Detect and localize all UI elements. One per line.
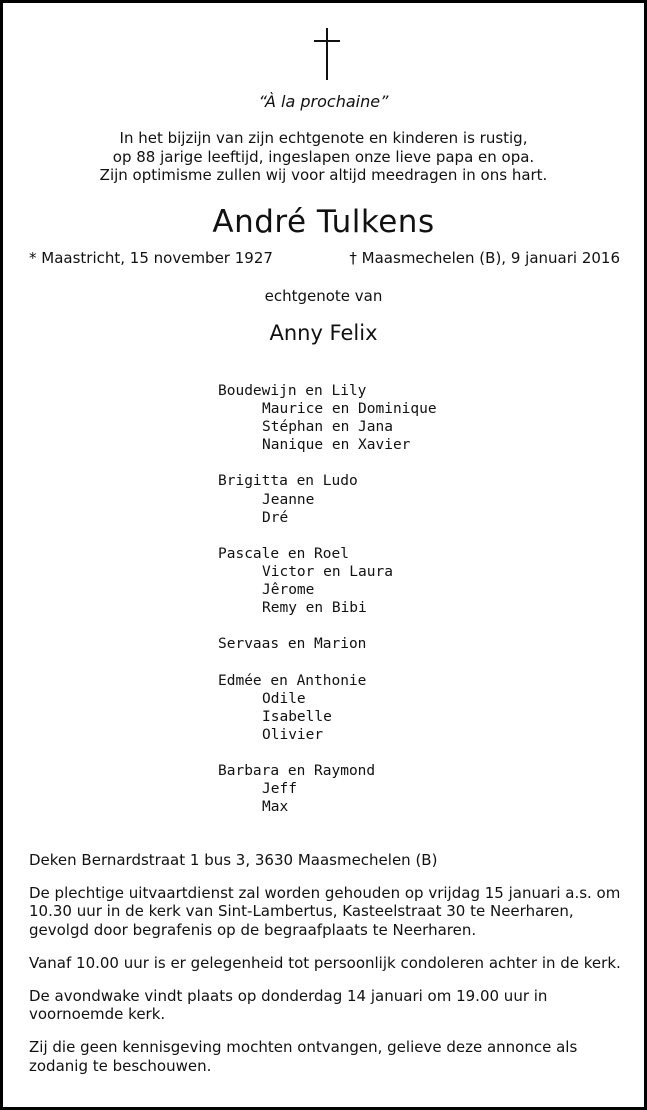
grandchild-name: Victor en Laura	[262, 563, 393, 580]
grandchild-name: Olivier	[262, 726, 324, 743]
family-group	[218, 762, 437, 816]
child-name: Barbara en Raymond	[218, 762, 376, 779]
child-name: Servaas en Marion	[218, 636, 367, 653]
child-name: Edmée en Anthonie	[218, 672, 367, 689]
address: Deken Bernardstraat 1 bus 3, 3630 Maasmechelen (B)	[29, 851, 438, 869]
grandchild-name: Jeanne	[262, 491, 315, 508]
closing-note: Zij die geen kennisgeving mochten ontvangen, gelieve deze annonce als zodanig te beschouwen.	[29, 1038, 578, 1075]
grandchild-name: Isabelle	[262, 708, 332, 725]
intro-line: Zijn optimisme zullen wij voor altijd meedragen in ons hart.	[99, 166, 548, 184]
intro-line: In het bijzijn van zijn echtgenote en kinderen is rustig,	[119, 129, 528, 147]
grandchild-name: Max	[262, 799, 289, 816]
grandchild-name: Nanique en Xavier	[262, 437, 411, 454]
family-group	[218, 472, 437, 526]
grandchild-name: Jeff	[262, 781, 297, 798]
child-name: Pascale en Roel	[218, 545, 349, 562]
birth-info: * Maastricht, 15 november 1927	[29, 249, 273, 267]
grandchild-name: Dré	[262, 509, 289, 526]
condolence-details: Vanaf 10.00 uur is er gelegenheid tot persoonlijk condoleren achter in de kerk.	[29, 953, 621, 972]
family-group	[218, 672, 437, 744]
motto: “À la prochaine”	[258, 92, 389, 111]
grandchild-name: Stéphan en Jana	[262, 419, 393, 436]
grandchild-name: Remy en Bibi	[262, 600, 367, 617]
child-name: Boudewijn en Lily	[218, 383, 367, 399]
family-group	[218, 635, 437, 653]
vigil-details: De avondwake vindt plaats op donderdag 14 januari om 19.00 uur in voornoemde kerk.	[29, 987, 548, 1024]
intro-line: op 88 jarige leeftijd, ingeslapen onze lieve papa en opa.	[112, 147, 535, 166]
spouse-name: Anny Felix	[269, 321, 378, 345]
grandchild-name: Jêrome	[262, 582, 315, 599]
cross-icon	[314, 28, 340, 80]
child-name: Brigitta en Ludo	[218, 473, 358, 490]
spouse-intro: echtgenote van	[264, 287, 383, 305]
intro-text	[3, 129, 644, 185]
funeral-details: De plechtige uitvaartdienst zal worden gehouden op vrijdag 15 januari a.s. om 10.30 uur in de kerk van Sint-Lambertus, Kasteelstraat 30 te Neerharen, gevolgd door begrafenis op de begraafplaats te Neerharen.	[29, 884, 621, 939]
grandchild-name: Maurice en Dominique	[262, 401, 437, 418]
family-group	[218, 545, 437, 617]
deceased-name: André Tulkens	[212, 204, 435, 240]
death-info: † Maasmechelen (B), 9 januari 2016	[349, 249, 620, 267]
family-group	[218, 382, 437, 454]
grandchild-name: Odile	[262, 690, 306, 707]
practical-info	[29, 851, 623, 1090]
family-list	[218, 382, 437, 834]
